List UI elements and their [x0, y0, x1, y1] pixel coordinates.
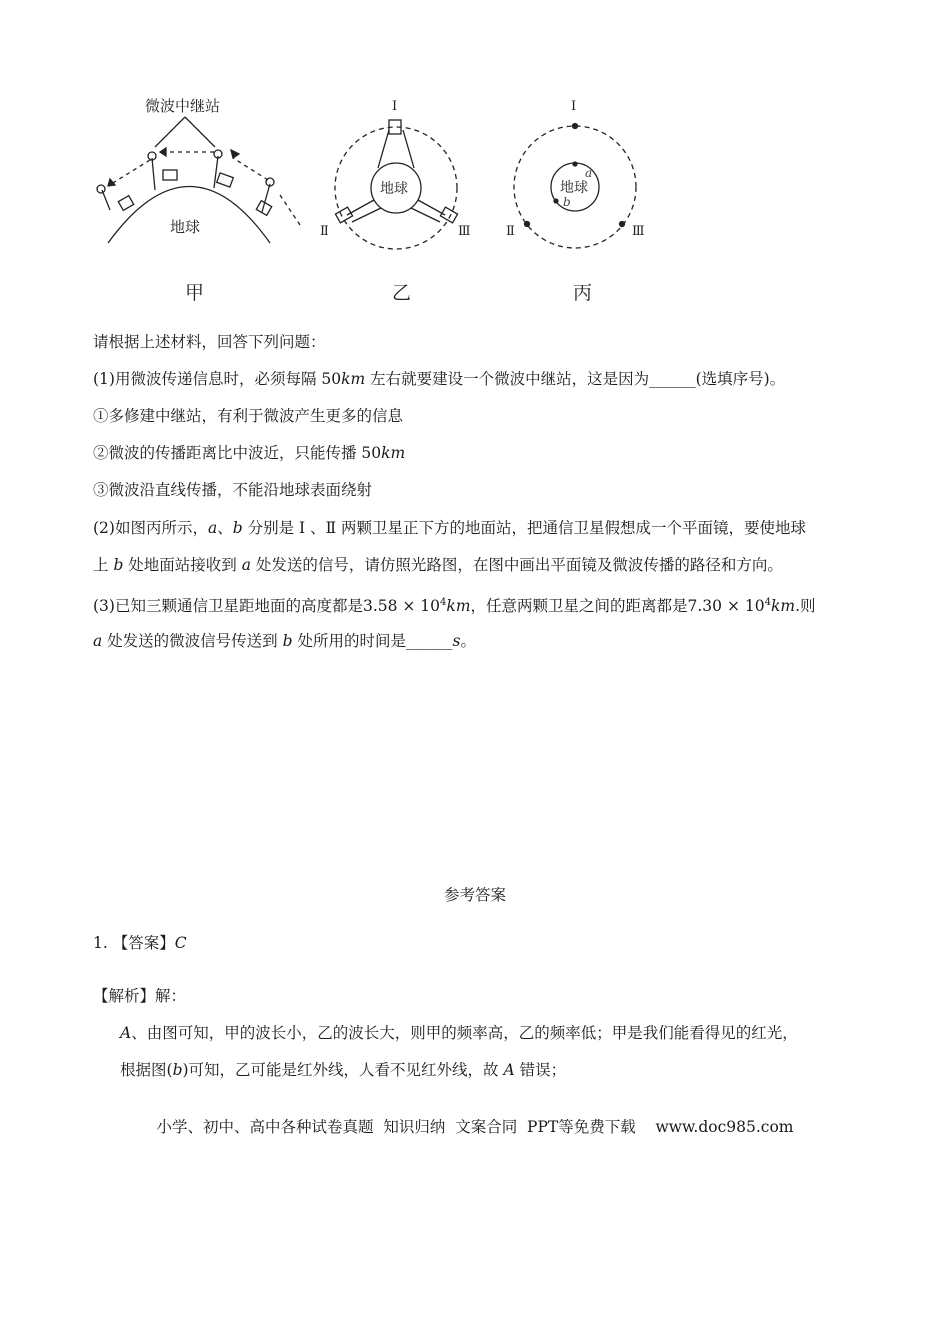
intro-text: 请根据上述材料，回答下列问题： — [93, 333, 326, 351]
pointer-line-right — [185, 117, 215, 147]
yi-beams — [347, 130, 445, 222]
option-3: ③微波沿直线传播，不能沿地球表面绕射 — [93, 481, 373, 499]
question-3-line-1: (3)已知三颗通信卫星距地面的高度都是$3.58 \times 10^4km$，任意两颗卫星之间的距离都是$7.30 \times 10^4km$.则 — [93, 597, 816, 616]
pointer-line-left — [155, 117, 185, 147]
figure-bing — [506, 99, 645, 248]
building-1 — [163, 170, 177, 180]
analysis-line-1: A、由图可知，甲的波长小，乙的波长大，则甲的频率高，乙的频率低；甲是我们能看得见的红光， — [120, 1024, 798, 1042]
bing-point-a: a — [585, 166, 593, 180]
yi-roman-1: Ⅰ — [392, 99, 398, 114]
question-2-line-1: (2)如图丙所示，a、b 分别是 Ⅰ 、Ⅱ 两颗卫星正下方的地面站，把通信卫星假想成一个平面镜，要使地球 — [93, 519, 807, 537]
analysis-heading: 【解析】解： — [93, 987, 187, 1005]
bing-sat-3 — [620, 222, 625, 227]
figures-svg — [0, 0, 950, 320]
jia-earth-label: 地球 — [170, 218, 201, 236]
bing-point-a-dot — [573, 162, 577, 166]
bing-roman-3: Ⅲ — [632, 224, 645, 239]
building-4 — [118, 196, 133, 211]
yi-earth-label: 地球 — [380, 181, 408, 197]
figure-jia — [97, 97, 300, 243]
analysis-line-2: 根据图(b)可知，乙可能是红外线，人看不见红外线，故 A 错误； — [120, 1061, 567, 1079]
yi-sat-2 — [335, 207, 352, 223]
towers — [102, 156, 270, 212]
answer-1: 1. 【答案】C — [93, 934, 187, 952]
jia-station-label: 微波中继站 — [145, 97, 221, 115]
caption-bing: 丙 — [573, 282, 593, 304]
building-3 — [256, 201, 271, 216]
yi-roman-2: Ⅱ — [320, 224, 329, 239]
yi-roman-3: Ⅲ — [458, 224, 471, 239]
bing-earth-label: 地球 — [560, 180, 588, 196]
question-2-line-2: 上 b 处地面站接收到 a 处发送的信号，请仿照光路图，在图中画出平面镜及微波传播的路径和方向。 — [93, 556, 783, 574]
figure-yi — [320, 99, 471, 249]
yi-sat-3 — [440, 207, 457, 223]
figures-area — [0, 0, 950, 320]
answer-title: 参考答案 — [443, 886, 506, 904]
question-1: (1)用微波传递信息时，必须每隔 50km 左右就要建设一个微波中继站，这是因为______(选填序号)。 — [93, 370, 786, 388]
question-3-line-2: a 处发送的微波信号传送到 b 处所用的时间是______s。 — [93, 632, 476, 650]
bing-point-b: b — [563, 195, 571, 209]
bing-sat-2 — [525, 222, 530, 227]
dish-1 — [97, 185, 105, 193]
bing-point-b-dot — [554, 199, 558, 203]
caption-jia: 甲 — [185, 282, 205, 304]
building-2 — [217, 173, 234, 187]
page-footer: 小学、初中、高中各种试卷真题 知识归纳 文案合同 PPT等免费下载 www.doc985.com — [156, 1118, 794, 1136]
bing-roman-2: Ⅱ — [506, 224, 515, 239]
bing-roman-1: Ⅰ — [571, 99, 577, 114]
option-1: ①多修建中继站，有利于微波产生更多的信息 — [93, 407, 404, 425]
caption-yi: 乙 — [392, 282, 412, 304]
bing-sat-1 — [573, 124, 578, 129]
option-2: ②微波的传播距离比中波近，只能传播 50km — [93, 444, 406, 462]
